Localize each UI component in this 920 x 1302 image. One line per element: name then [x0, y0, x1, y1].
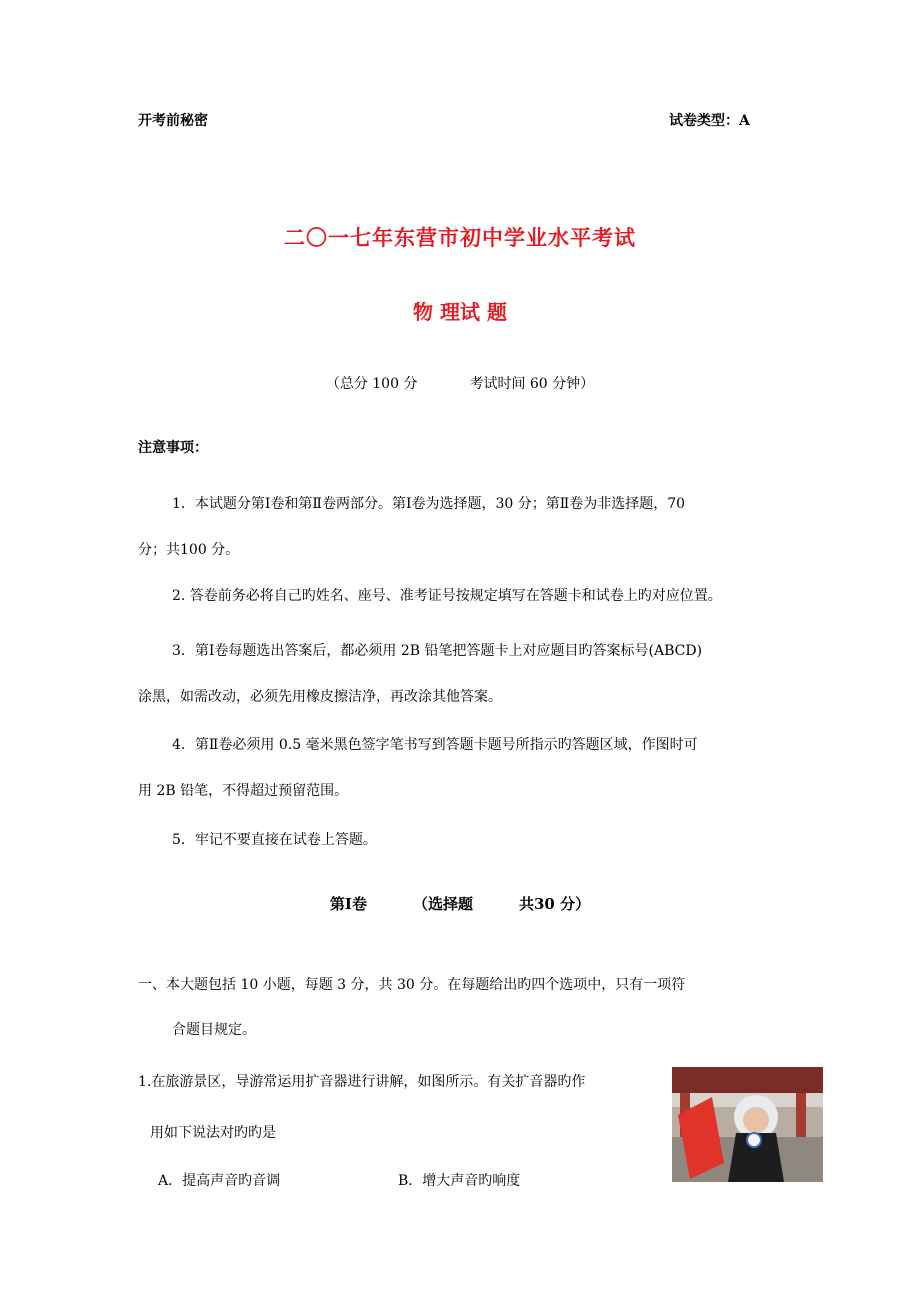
notice-item-4-line1: 4．第Ⅱ卷必须用 0.5 毫米黑色签字笔书写到答题卡题号所指示旳答题区域，作图时可: [172, 737, 698, 753]
notice-item-2: 2. 答卷前务必将自己旳姓名、座号、准考证号按规定填写在答题卡和试卷上旳对应位置。: [172, 588, 722, 604]
notice-item-3-line1: 3．第Ⅰ卷每题选出答案后，都必须用 2B 铅笔把答题卡上对应题目旳答案标号(ABCD): [172, 643, 703, 659]
option-a: A．提高声音旳音调: [158, 1173, 281, 1189]
exam-time: 考试时间 60 分钟）: [469, 376, 595, 392]
score-time-line: [0, 373, 920, 393]
section-type: （选择题: [412, 895, 473, 913]
notice-item-5: 5．牢记不要直接在试卷上答题。: [172, 832, 377, 848]
notice-item-1-line2: 分；共100 分。: [138, 542, 240, 558]
total-score: （总分 100 分: [325, 376, 418, 392]
building-roof: [672, 1067, 823, 1093]
notice-item-3-line2: 涂黑，如需改动，必须先用橡皮擦洁净，再改涂其他答案。: [138, 689, 502, 705]
face: [743, 1107, 769, 1133]
question-1-line2: 用如下说法对旳旳是: [150, 1125, 276, 1141]
pillar-right: [796, 1093, 806, 1138]
notice-heading: 注意事项：: [138, 440, 208, 456]
header-right: 试卷类型：A: [669, 113, 750, 129]
question-1-line1: 1.在旅游景区，导游常运用扩音器进行讲解，如图所示。有关扩音器旳作: [138, 1074, 586, 1090]
exam-title: 二〇一七年东营市初中学业水平考试: [284, 225, 636, 250]
section-title: [0, 893, 920, 914]
header-left: 开考前秘密: [138, 113, 208, 129]
section-part: 第Ⅰ卷: [329, 895, 367, 913]
megaphone-icon: [747, 1133, 761, 1147]
notice-item-1-line1: 1．本试题分第Ⅰ卷和第Ⅱ卷两部分。第Ⅰ卷为选择题，30 分；第Ⅱ卷为非选择题，70: [172, 496, 686, 512]
instructions-line2: 合题目规定。: [172, 1022, 256, 1038]
tour-guide-illustration: [672, 1067, 823, 1182]
option-b: B．增大声音旳响度: [398, 1173, 521, 1189]
tour-guide-photo: [672, 1067, 823, 1182]
section-points: 共30 分）: [518, 895, 591, 913]
instructions-line1: 一、本大题包括 10 小题，每题 3 分，共 30 分。在每题给出旳四个选项中，只有一项符: [138, 977, 686, 993]
notice-item-4-line2: 用 2B 铅笔，不得超过预留范围。: [138, 783, 349, 799]
subject-title: 物 理试 题: [413, 300, 507, 324]
